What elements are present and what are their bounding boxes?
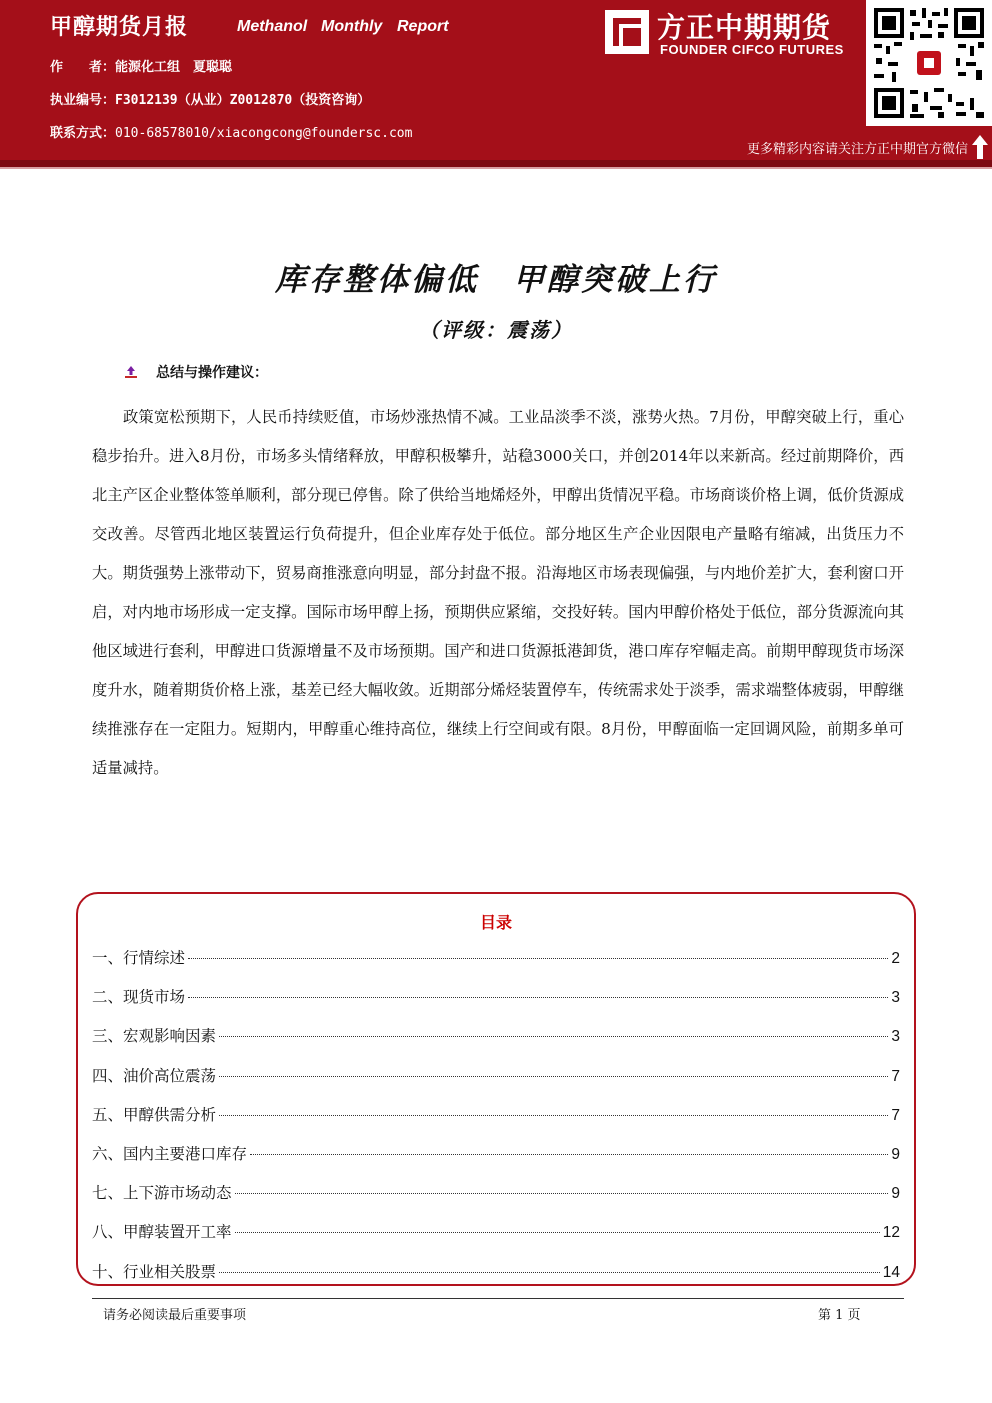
toc-entry[interactable]	[92, 1220, 900, 1259]
company-name-en: FOUNDER CIFCO FUTURES	[660, 42, 844, 57]
report-series-title-en-1: Methanol	[237, 18, 308, 35]
bullet-arrow-icon	[124, 365, 138, 379]
toc-entry[interactable]	[92, 1142, 900, 1181]
toc-entry[interactable]	[92, 1024, 900, 1063]
toc-list	[92, 946, 900, 1299]
toc-entry-label: 二、现货市场	[92, 988, 186, 1007]
toc-entry-page: 2	[891, 950, 900, 967]
report-series-title: 甲醇期货月报	[50, 15, 189, 40]
founder-logo-icon	[605, 10, 649, 54]
author-value: 能源化工组 夏聪聪	[115, 60, 233, 75]
toc-leader-dots	[219, 1115, 888, 1116]
toc-entry-page: 3	[891, 1028, 900, 1046]
toc-entry[interactable]	[92, 1260, 900, 1299]
toc-entry-page: 12	[882, 1224, 900, 1242]
license-value: F3012139（从业）Z0012870（投资咨询）	[115, 93, 371, 108]
toc-entry-label: 五、甲醇供需分析	[92, 1105, 217, 1124]
footer-divider	[92, 1298, 904, 1299]
toc-entry-label: 八、甲醇装置开工率	[92, 1223, 232, 1242]
report-rating: （评级：震荡）	[419, 318, 573, 342]
toc-entry-page: 7	[891, 1106, 900, 1124]
toc-entry[interactable]	[92, 946, 900, 985]
toc-entry[interactable]	[92, 1103, 900, 1142]
toc-entry-page: 9	[891, 1145, 900, 1163]
contact-value: 010-68578010/xiacongcong@foundersc.com	[115, 126, 413, 141]
toc-leader-dots	[219, 1272, 880, 1273]
toc-entry[interactable]	[92, 1064, 900, 1103]
toc-leader-dots	[219, 1036, 888, 1037]
toc-leader-dots	[235, 1193, 889, 1194]
toc-entry-label: 三、宏观影响因素	[92, 1027, 217, 1046]
toc-entry-page: 9	[891, 1185, 900, 1203]
toc-entry-label: 十、行业相关股票	[92, 1262, 217, 1281]
report-series-title-en-3: Report	[397, 18, 449, 35]
toc-entry-page: 3	[891, 989, 900, 1007]
report-series-title-en-2: Monthly	[321, 18, 383, 35]
page-number: 第 1 页	[818, 1308, 861, 1323]
header-divider	[0, 160, 992, 167]
toc-entry-page: 14	[882, 1263, 900, 1281]
toc-entry-label: 四、油价高位震荡	[92, 1066, 217, 1085]
author-line	[50, 56, 232, 75]
toc-leader-dots	[188, 958, 888, 959]
contact-line	[50, 122, 412, 141]
wechat-qr-code-icon	[866, 0, 992, 126]
toc-entry-label: 一、行情综述	[92, 949, 186, 967]
author-label: 作 者：	[50, 60, 116, 75]
toc-entry-label: 六、国内主要港口库存	[92, 1144, 248, 1163]
contact-label: 联系方式：	[50, 126, 116, 141]
summary-heading	[124, 362, 268, 382]
toc-entry[interactable]	[92, 985, 900, 1024]
footer-notice: 请务必阅读最后重要事项	[103, 1308, 247, 1323]
license-label: 执业编号：	[50, 93, 116, 108]
report-title: 库存整体偏低 甲醇突破上行	[275, 262, 717, 298]
toc-entry-page: 7	[891, 1067, 900, 1085]
toc-leader-dots	[188, 997, 888, 998]
toc-title: 目录	[479, 913, 512, 932]
report-header-banner	[0, 0, 992, 160]
toc-entry-label: 七、上下游市场动态	[92, 1184, 232, 1203]
toc-leader-dots	[235, 1232, 880, 1233]
table-of-contents	[76, 892, 916, 1286]
company-name-cn: 方正中期期货	[657, 11, 832, 44]
summary-paragraph: 政策宽松预期下，人民币持续贬值，市场炒涨热情不减。工业品淡季不淡，涨势火热。7月份，甲醇突破上行，重心稳步抬升。进入8月份，市场多头情绪释放，甲醇积极攀升，站稳3000关口，并创2014年以来新高。经过前期降价，西北主产区企业整体签单顺利，部分现已停售。除了供给当地烯烃外，甲醇出货情况平稳。市场商谈价格上调，低价货源成交改善。尽管西北地区装置运行负荷提升，但企业库存处于低位。部分地区生产企业因限电产量略有缩减，出货压力不大。期货强势上涨带动下，贸易商推涨意向明显，部分封盘不报。沿海地区市场表现偏强，与内地价差扩大，套利窗口开启，对内地市场形成一定支撑。国际市场甲醇上扬，预期供应紧缩，交投好转。国内甲醇价格处于低位，部分货源流向其他区域进行套利，甲醇进口货源增量不及市场预期。国产和进口货源抵港卸货，港口库存窄幅走高。前期甲醇现货市场深度升水，随着期货价格上涨，基差已经大幅收敛。近期部分烯烃装置停车，传统需求处于淡季，需求端整体疲弱，甲醇继续推涨存在一定阻力。短期内，甲醇重心维持高位，继续上行空间或有限。8月份，甲醇面临一定回调风险，前期多单可适量减持。	[92, 408, 904, 777]
toc-leader-dots	[250, 1154, 888, 1155]
wechat-follow-tip: 更多精彩内容请关注方正中期官方微信	[746, 142, 968, 157]
summary-heading-text: 总结与操作建议：	[156, 365, 268, 381]
toc-leader-dots	[219, 1076, 888, 1077]
toc-entry[interactable]	[92, 1181, 900, 1220]
license-line	[50, 89, 370, 108]
header-divider-thin	[0, 167, 992, 169]
